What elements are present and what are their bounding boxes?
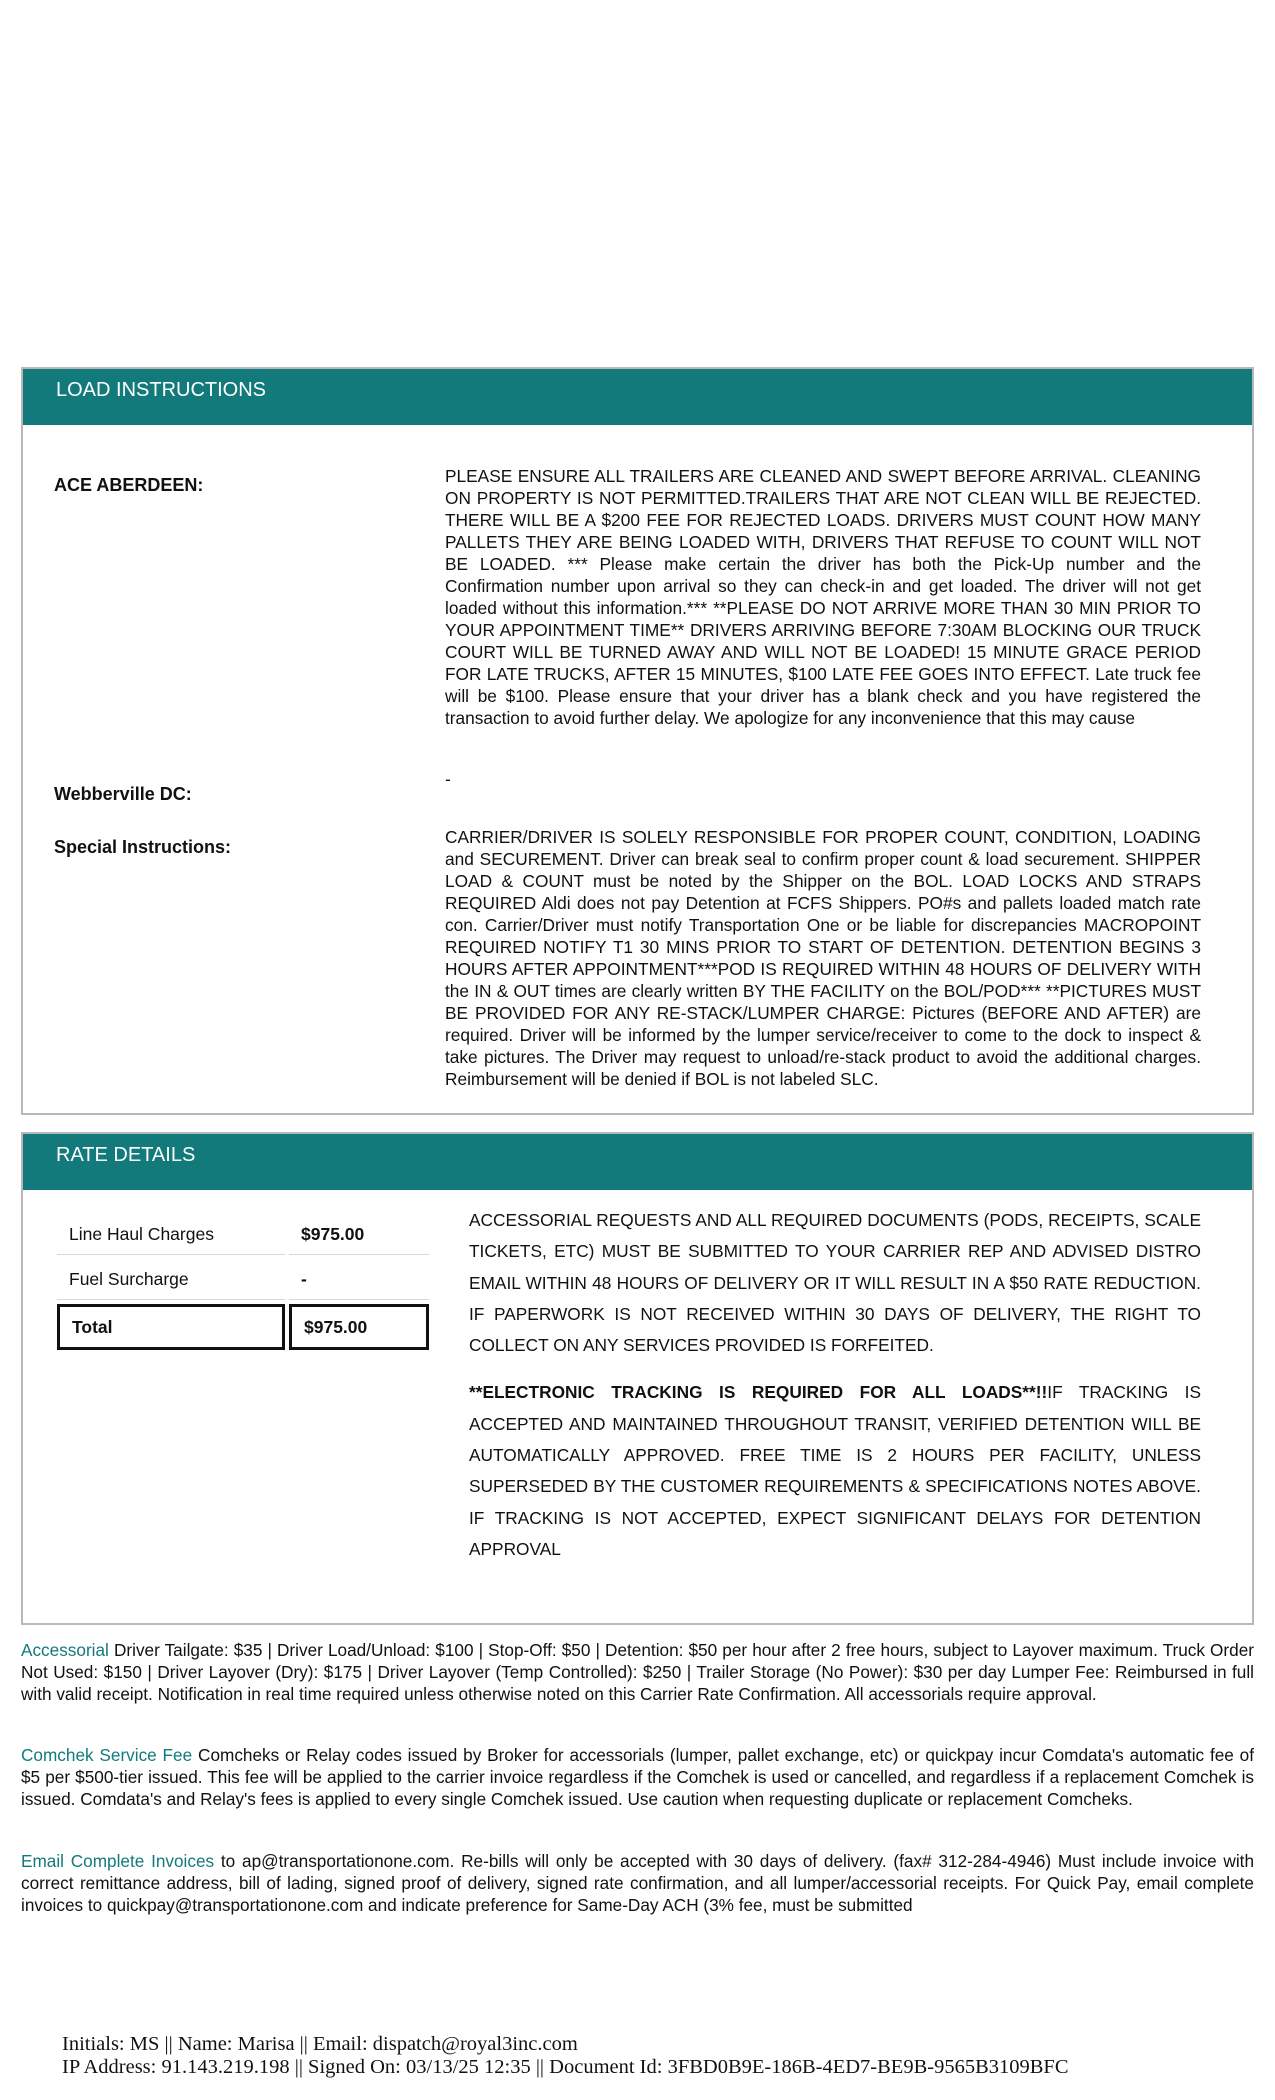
load-instructions-section [21,367,1254,1115]
total-row [57,1304,429,1350]
terms-invoices [21,1850,1254,1916]
signature-footer [62,2033,1069,2079]
load-instructions-heading: LOAD INSTRUCTIONS [23,369,1252,425]
instruction-label-webberville: Webberville DC: [54,784,192,804]
rate-note-tracking [469,1377,1201,1565]
instruction-text-webberville: - [445,769,451,789]
charge-label: Line Haul Charges [57,1214,285,1255]
rate-notes [469,1205,1201,1581]
terms-comchek [21,1744,1254,1810]
charge-amount: - [289,1259,429,1300]
terms-label: Accessorial [21,1640,109,1660]
terms-text: to ap@transportationone.com. Re-bills will only be accepted with 30 days of delivery. (fax# 312-284-4946) Must include invoice with correct remittance address, bill of lading, signed proof of delivery, signed rate confirmation, and all lumper/accessorial receipts. For Quick Pay, email complete invoices to quickpay@transportationone.com and indicate preference for Same-Day ACH (3% fee, must be submitted [21,1851,1255,1915]
tracking-emphasis: **ELECTRONIC TRACKING IS REQUIRED FOR ALL LOADS**!! [469,1382,1048,1403]
tracking-text: IF TRACKING IS ACCEPTED AND MAINTAINED THROUGHOUT TRANSIT, VERIFIED DETENTION WILL BE AUTOMATICALLY APPROVED. FREE TIME IS 2 HOURS PER FACILITY, UNLESS SUPERSEDED BY THE CUSTOMER REQUIREMENTS & SPECIFICATIONS NOTES ABOVE. IF TRACKING IS NOT ACCEPTED, EXPECT SIGNIFICANT DELAYS FOR DETENTION APPROVAL [469,1382,1201,1559]
instruction-label: ACE ABERDEEN: [54,475,204,495]
rate-details-heading: RATE DETAILS [23,1134,1252,1190]
table-row [57,1214,429,1255]
instruction-text: PLEASE ENSURE ALL TRAILERS ARE CLEANED AND SWEPT BEFORE ARRIVAL. CLEANING ON PROPERTY IS NOT PERMITTED.TRAILERS THAT ARE NOT CLEAN WILL BE REJECTED. THERE WILL BE A $200 FEE FOR REJECTED LOADS. DRIVERS MUST COUNT HOW MANY PALLETS THEY ARE BEING LOADED WITH, DRIVERS THAT REFUSE TO COUNT WILL NOT BE LOADED. *** Please make certain the driver has both the Pick-Up number and the Confirmation number upon arrival so they can check-in and get loaded. The driver will not get loaded without this information.*** **PLEASE DO NOT ARRIVE MORE THAN 30 MIN PRIOR TO YOUR APPOINTMENT TIME** DRIVERS ARRIVING BEFORE 7:30AM BLOCKING OUR TRUCK COURT WILL BE TURNED AWAY AND WILL NOT BE LOADED! 15 MINUTE GRACE PERIOD FOR LATE TRUCKS, AFTER 15 MINUTES, $100 LATE FEE GOES INTO EFFECT. Late truck fee will be $100. Please ensure that your driver has a blank check and you have registered the transaction to avoid further delay. We apologize for any inconvenience that this may cause [445,466,1201,728]
signature-line-2: IP Address: 91.143.219.198 || Signed On: 03/13/25 12:35 || Document Id: 3FBD0B9E-186B-4ED7-BE9B-9565B3109BFC [62,2056,1069,2078]
terms-label: Email Complete Invoices [21,1851,215,1871]
total-label: Total [57,1304,285,1350]
total-amount: $975.00 [289,1304,429,1350]
rate-table [53,1210,433,1354]
charge-label: Fuel Surcharge [57,1259,285,1300]
terms-text: Comcheks or Relay codes issued by Broker for accessorials (lumper, pallet exchange, etc) or quickpay incur Comdata's automatic fee of $5 per $500-tier issued. This fee will be applied to the carrier invoice regardless if the Comchek is used or cancelled, and regardless if a replacement Comchek is issued. Comdata's and Relay's fees is applied to every single Comchek issued. Use caution when requesting duplicate or replacement Comcheks. [21,1745,1255,1809]
table-row [57,1259,429,1300]
instruction-label-special: Special Instructions: [54,837,232,857]
terms-text: Driver Tailgate: $35 | Driver Load/Unload: $100 | Stop-Off: $50 | Detention: $50 per hour after 2 free hours, subject to Layover maximum. Truck Order Not Used: $150 | Driver Layover (Dry): $175 | Driver Layover (Temp Controlled): $250 | Trailer Storage (No Power): $30 per day Lumper Fee: Reimbursed in full with valid receipt. Notification in real time required unless otherwise noted on this Carrier Rate Confirmation. All accessorials require approval. [21,1640,1254,1704]
terms-accessorial [21,1639,1254,1705]
instruction-text-special: CARRIER/DRIVER IS SOLELY RESPONSIBLE FOR PROPER COUNT, CONDITION, LOADING and SECUREMENT. Driver can break seal to confirm proper count & load securement. SHIPPER LOAD & COUNT must be noted by the Shipper on the BOL. LOAD LOCKS AND STRAPS REQUIRED Aldi does not pay Detention at FCFS Shippers. PO#s and pallets loaded match rate con. Carrier/Driver must notify Transportation One or be liable for discrepancies MACROPOINT REQUIRED NOTIFY T1 30 MINS PRIOR TO START OF DETENTION. DETENTION BEGINS 3 HOURS AFTER APPOINTMENT***POD IS REQUIRED WITHIN 48 HOURS OF DELIVERY WITH the IN & OUT times are clearly written BY THE FACILITY on the BOL/POD*** **PICTURES MUST BE PROVIDED FOR ANY RE-STACK/LUMPER CHARGE: Pictures (BEFORE AND AFTER) are required. Driver will be informed by the lumper service/receiver to come to the dock to inspect & take pictures. The Driver may request to unload/re-stack product to avoid the additional charges. Reimbursement will be denied if BOL is not labeled SLC. [445,827,1201,1089]
rate-note-paperwork: ACCESSORIAL REQUESTS AND ALL REQUIRED DOCUMENTS (PODS, RECEIPTS, SCALE TICKETS, ETC) MUST BE SUBMITTED TO YOUR CARRIER REP AND ADVISED DISTRO EMAIL WITHIN 48 HOURS OF DELIVERY OR IT WILL RESULT IN A $50 RATE REDUCTION. IF PAPERWORK IS NOT RECEIVED WITHIN 30 DAYS OF DELIVERY, THE RIGHT TO COLLECT ON ANY SERVICES PROVIDED IS FORFEITED. [469,1210,1201,1356]
rate-details-section [21,1132,1254,1625]
terms-label: Comchek Service Fee [21,1745,193,1765]
signature-line-1: Initials: MS || Name: Marisa || Email: dispatch@royal3inc.com [62,2033,578,2055]
charge-amount: $975.00 [289,1214,429,1255]
